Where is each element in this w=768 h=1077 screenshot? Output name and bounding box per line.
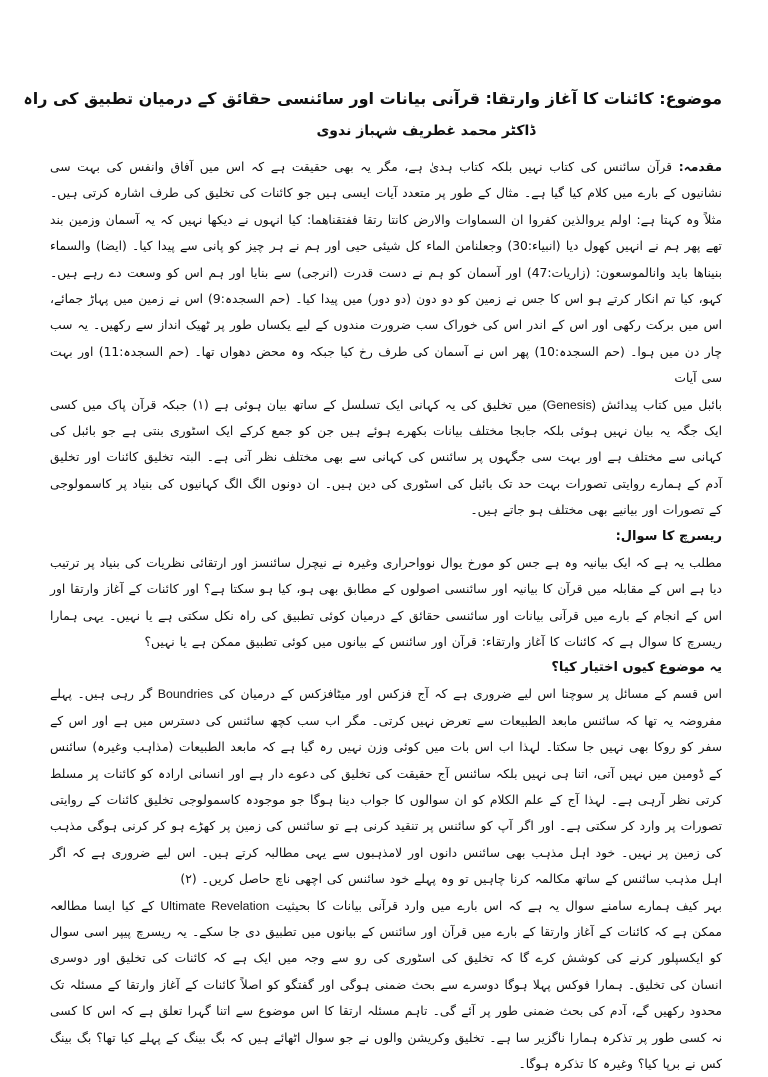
why-text-before: اس قسم کے مسائل پر سوچنا اس لیے ضروری ہے کہ آج فزکس اور میٹافزکس کے درمیان کی	[218, 687, 722, 702]
why-text-after: گر رہی ہیں۔ پہلے مفروضہ یہ تھا کہ سائنس مابعد الطبیعات سے تعرض نہیں کرتی۔ مگر اب سب کچھ سائنس کی دسترس میں ہے اور اس کے سفر کو روکا بھی نہیں جا سکتا۔ لہذا اب اس بات میں کوئی وزن نہیں رہ گیا ہے کہ مابعد الطبیعات (مذاہب وغیرہ) سائنس کے ڈومین میں نہیں آتی، اتنا ہی نہیں بلکہ سائنس آج حقیقت کی تخلیق کی دعوے دار ہے اور انسانی ارادہ کو کائنات پر مسلط کرتی نظر آرہی ہے۔ لہذا آج کے علم الکلام کو ان سوالوں کا جواب دینا ہوگا جو موجودہ کاسمولوجی تخلیق کائنات کے روایتی تصورات پر وارد کر سکتی ہے۔ اور اگر آپ کو سائنس پر تنقید کرنی ہے تو سائنس کی زمین پر کھڑے ہو کر کرنی ہوگی مذہب کی زمین پر نہیں۔ خود اہل مذہب بھی سائنس دانوں اور لامذہبوں سے یہی مطالبہ کرتے ہیں۔ اس لیے ضروری ہے کہ اگر اہل مذہب سائنس کے ساتھ مکالمہ کرنا چاہیں تو وہ پہلے خود سائنس کی اچھی ناچ حاصل کریں۔ (۲)	[50, 687, 722, 887]
research-question-paragraph: مطلب یہ ہے کہ ایک بیانیہ وہ ہے جس کو مورخ یوال نوواحراری وغیرہ نے نیچرل سائنسز اور ارتقائی نظریات کی بنیاد پر ترتیب دیا ہے اس کے مقابلہ میں قرآن کا بیانیہ اور سائنسی اصولوں کے مطابق بھی ہو، کیا ہو سکتا ہے؟ اور کائنات کے آغاز وارتقا اور اس کے انجام کے بارے میں قرآنی بیانات اور سائنسی حقائق کے درمیان کوئی تطبیق کی راہ نکل سکتی ہے یا نہیں۔ یہی ہمارا ریسرچ کا سوال ہے کہ کائنات کا آغاز وارتقاء: قرآن اور سائنس کے بیانوں میں کوئی تطبیق ممکن ہے یا نہیں؟	[50, 555, 723, 649]
conclusion-text-before: بہر کیف ہمارے سامنے سوال یہ ہے کہ اس بارے میں وارد قرآنی بیانات کا بحیثیت	[275, 898, 722, 913]
why-topic-paragraph	[50, 681, 722, 892]
bible-text-after: میں تخلیق کی یہ کہانی ایک تسلسل کے ساتھ بیان ہوئی ہے (۱) جبکہ قرآن پاک میں کسی ایک جگہ یہ بیان نہیں ہوئی بلکہ جابجا مختلف بیانات بکھرے ہوئے ہیں جن کو جمع کرکے ایک اسٹوری بنتی ہے جو بائبل کی کہانی سے مختلف ہے اور بہت سی جگہوں پر سائنس کی کہانی سے بھی مختلف نظر آتی ہے۔ البتہ تخلیق کائنات اور تخلیق آدم کے ہمارے روایتی تصورات بہت حد تک بائبل کی اسٹوری کی دین ہیں۔ ان دونوں الگ الگ کہانیوں کی بنیاد پر کاسمولوجی کے تصورات اور بیانیے بھی مختلف ہو جاتے ہیں۔	[50, 397, 722, 518]
research-question-heading: ریسرچ کا سوال:	[615, 528, 722, 544]
intro-paragraph	[50, 154, 722, 392]
boundries-term: Boundries	[157, 687, 214, 702]
author-name: ڈاکٹر محمد غطریف شہباز ندوی	[316, 123, 536, 139]
why-topic-heading: یہ موضوع کیوں اختیار کیا؟	[551, 660, 722, 676]
intro-lead: مقدمہ:	[678, 160, 722, 174]
bible-text-before: بائبل میں کتاب پیدائش	[601, 397, 722, 412]
genesis-term: (Genesis)	[542, 397, 596, 412]
intro-text: قرآن سائنس کی کتاب نہیں بلکہ کتاب ہدیٰ ہے، مگر یہ بھی حقیقت ہے کہ اس میں آفاق وانفس کی بہت سی نشانیوں کے بارے میں کلام کیا گیا ہے۔ مثال کے طور پر متعدد آیات ایسی ہیں جو کائنات کی تخلیق کی طرف اشارہ کرتی ہیں۔ مثلاً وہ کہتا ہے: اولم یروالذین کفروا ان السماوات والارض کانتا رتقا ففتقناهما: کیا انہوں نے دیکھا نہیں کہ یہ آسمان وزمین بند تھے پھر ہم نے انہیں کھول دیا (انبیاء:30) وجعلنامن الماء کل شیئی حیی اور ہم نے ہر چیز کو پانی سے پیدا کیا۔ (ایضا) والسماء بنیناها باید وانالموسعون: (زاریات:47) اور آسمان کو ہم نے دست قدرت (انرجی) سے بنایا اور ہم اس کو وسعت دے رہے ہیں۔ کہو، کیا تم انکار کرتے ہو اس کا جس نے زمین کو دو دون (دو دور) میں پیدا کیا۔ (حم السجدہ:9) اس نے زمین میں پہاڑ جمائے، اس میں برکت رکھی اور اس کے اندر اس کی خوراک سب ضرورت مندوں کے لیے یکساں طور پر ٹھیک انداز سے رکھیں۔ یہ سب چار دن میں ہوا۔ (حم السجدہ:10) پھر اس نے آسمان کی طرف رخ کیا جبکہ وہ محض دھواں تھا۔ (حم السجدہ:11) اور بہت سی آیات	[50, 160, 723, 386]
conclusion-text-after: کے کیا ایسا مطالعہ ممکن ہے کہ کائنات کے آغاز وارتقا کے بارے میں قرآن اور سائنس کے بیانوں میں تطبیق دی جا سکے۔ یہ ریسرچ پیپر اسی سوال کو ایکسپلور کرنے کی کوشش کرے گا کہ تخلیق کی اسٹوری کی رو سے وجہ میں ایک ہے کہ کائنات کی تخلیق اور دوسری انسان کی تخلیق۔ ہمارا فوکس پہلا ہوگا دوسرے سے بحث ضمنی ہوگی اور گفتگو کو اصلاً کائنات کے آغاز وارتقا کے مسئلہ تک محدود رکھیں گے، آدم کی بحث ضمنی طور پر آئے گی۔ تاہم مسئلہ ارتقا کا اس موضوع سے اتنا گہرا تعلق ہے کہ اس کا کسی نہ کسی طور پر تذکرہ ہمارا ناگزیر سا ہے۔ تخلیق وکریشن والوں نے جو سوال اٹھائے ہیں کہ بگ بینگ کے پہلے کیا تھا؟ بگ بینگ کس نے برپا کیا؟ وغیرہ کا تذکرہ ہوگا۔	[50, 898, 722, 1071]
bible-paragraph	[50, 392, 722, 524]
ultimate-revelation-term: Ultimate Revelation	[160, 898, 270, 913]
conclusion-paragraph	[50, 893, 722, 1077]
page-title: موضوع: کائنات کا آغاز وارتقا: قرآنی بیانات اور سائنسی حقائق کے درمیان تطبیق کی راہ	[23, 89, 722, 108]
